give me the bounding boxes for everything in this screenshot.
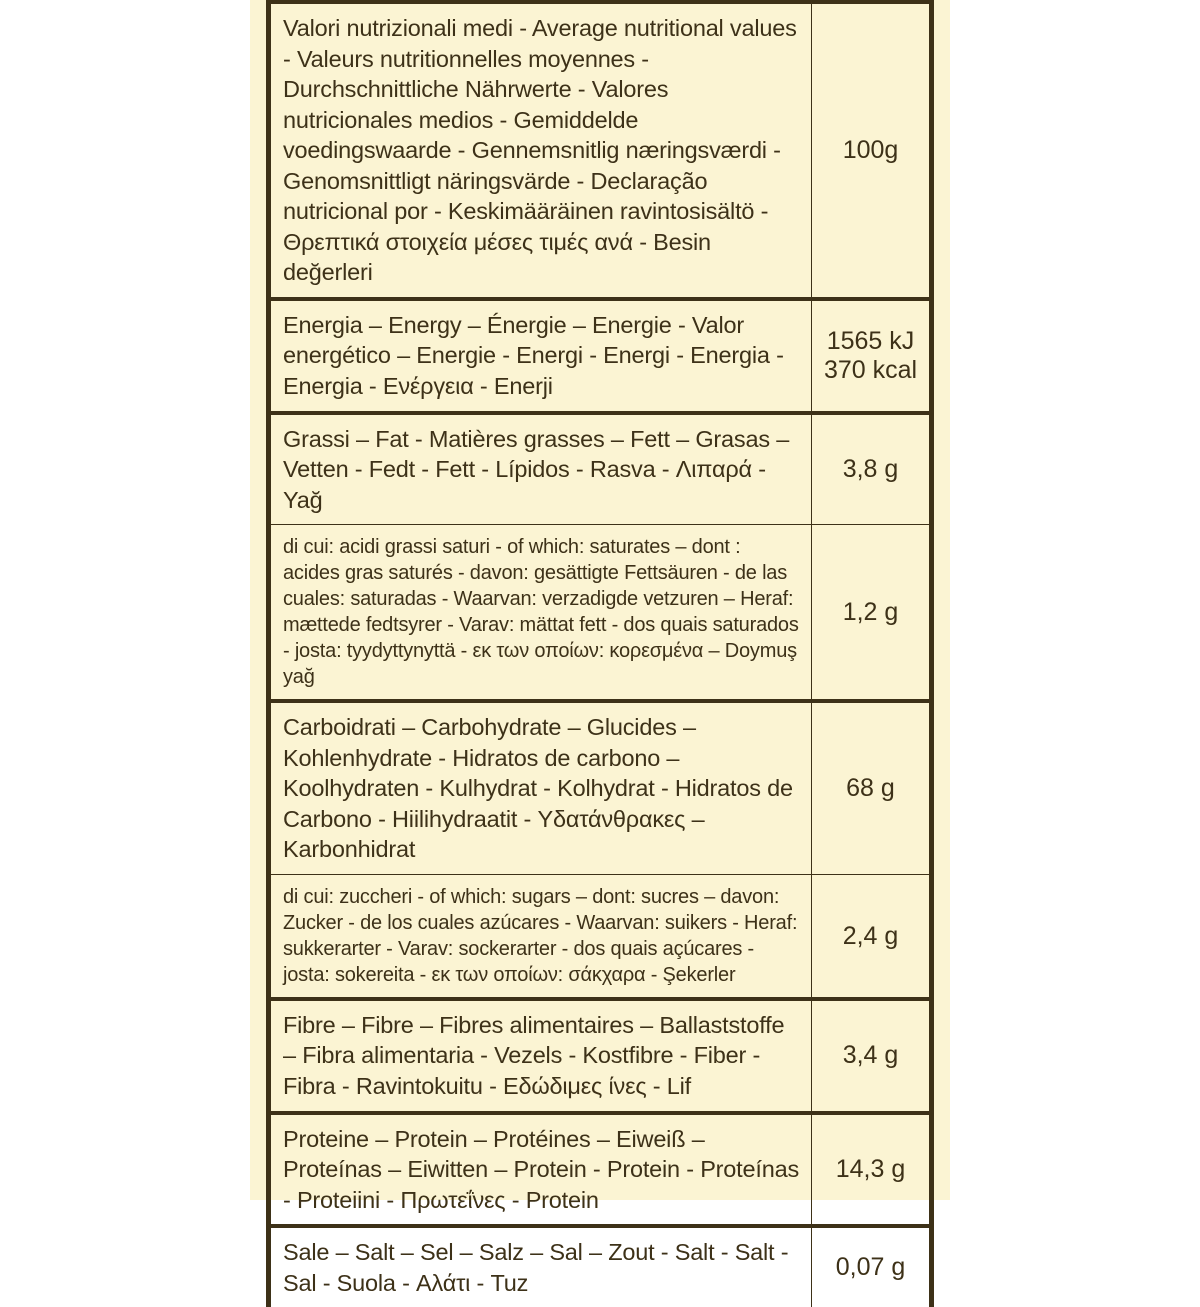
carbohydrate-label: Carboidrati – Carbohydrate – Glucides – Kohlenhydrate - Hidratos de carbono – Koolhydraten - Kulhydrat - Kolhydrat - Hidratos de Carbono - Hiilihydraatit - Υδατάνθρακες – Karbonhidrat: [283, 714, 793, 863]
protein-value: 14,3 g: [811, 1115, 929, 1225]
saturates-value: 1,2 g: [811, 525, 929, 699]
table-row-protein: [271, 1115, 929, 1229]
fat-value: 3,8 g: [811, 415, 929, 525]
header-value: 100g: [811, 4, 929, 297]
table-row-salt: [271, 1228, 929, 1307]
protein-label: Proteine – Protein – Protéines – Eiweiß – Proteínas – Eiwitten – Protein - Protein - Proteínas - Proteiini - Πρωτεΐνες - Protein: [283, 1125, 799, 1213]
table-row-saturates: [271, 524, 929, 699]
salt-label: Sale – Salt – Sel – Salz – Sal – Zout - Salt - Salt - Sal - Suola - Αλάτι - Tuz: [283, 1239, 789, 1296]
carbohydrate-value: 68 g: [811, 703, 929, 874]
table-group-fat: [271, 415, 929, 704]
table-row-sugars: [271, 874, 929, 997]
nutrition-panel: [250, 0, 950, 1296]
nutrition-table: [266, 0, 934, 1307]
sugars-value: 2,4 g: [811, 875, 929, 997]
table-row-fibre: [271, 1001, 929, 1115]
fibre-label: Fibre – Fibre – Fibres alimentaires – Ballaststoffe – Fibra alimentaria - Vezels - Kostfibre - Fiber - Fibra - Ravintokuitu - Εδώδιμες ίνες - Lif: [283, 1011, 785, 1100]
energy-label: Energia – Energy – Énergie – Energie - Valor energético – Energie - Energi - Energi - Energia - Energia - Ενέργεια - Enerji: [283, 311, 784, 400]
salt-value: 0,07 g: [811, 1228, 929, 1307]
energy-value-kj: 1565 kJ: [826, 326, 915, 355]
table-row-carbohydrate: [271, 703, 929, 874]
fibre-value: 3,4 g: [811, 1001, 929, 1111]
table-row-header: [271, 0, 929, 301]
energy-value-kcal: 370 kcal: [823, 355, 918, 384]
table-row-fat: [271, 415, 929, 525]
table-group-carbohydrate: [271, 703, 929, 1001]
sugars-label: di cui: zuccheri - of which: sugars – dont: sucres – davon: Zucker - de los cuales azúcares - Waarvan: suikers - Heraf: sukkerarter - Varav: sockerarter - dos quais açúcares - josta: sokereita - εκ των οποίων: σάκχαρα - Şekerler: [283, 885, 798, 986]
header-label: Valori nutrizionali medi - Average nutritional values - Valeurs nutritionnelles moyennes - Durchschnittliche Nährwerte - Valores nutricionales medios - Gemiddelde voedingswaarde - Gennemsnitlig næringsværdi - Genomsnittligt näringsvärde - Declaração nutricional por - Keskimääräinen ravintosisältö - Θρεπτικά στοιχεία μέσες τιμές ανά - Besin değerleri: [283, 15, 797, 286]
energy-value: [811, 301, 929, 411]
table-row-energy: [271, 301, 929, 415]
saturates-label: di cui: acidi grassi saturi - of which: saturates – dont : acides gras saturés - davon: gesättigte Fettsäuren - de las cuales: saturadas - Waarvan: verzadigde vetzuren – Heraf: mættede fedtsyrer - Varav: mättat fett - dos quais saturados - josta: tyydyttynyttä - εκ των οποίων: κορεσμένα – Doymuş yağ: [283, 536, 799, 689]
fat-label: Grassi – Fat - Matières grasses – Fett – Grasas – Vetten - Fedt - Fett - Lípidos - Rasva - Λιπαρά - Yağ: [283, 425, 790, 513]
